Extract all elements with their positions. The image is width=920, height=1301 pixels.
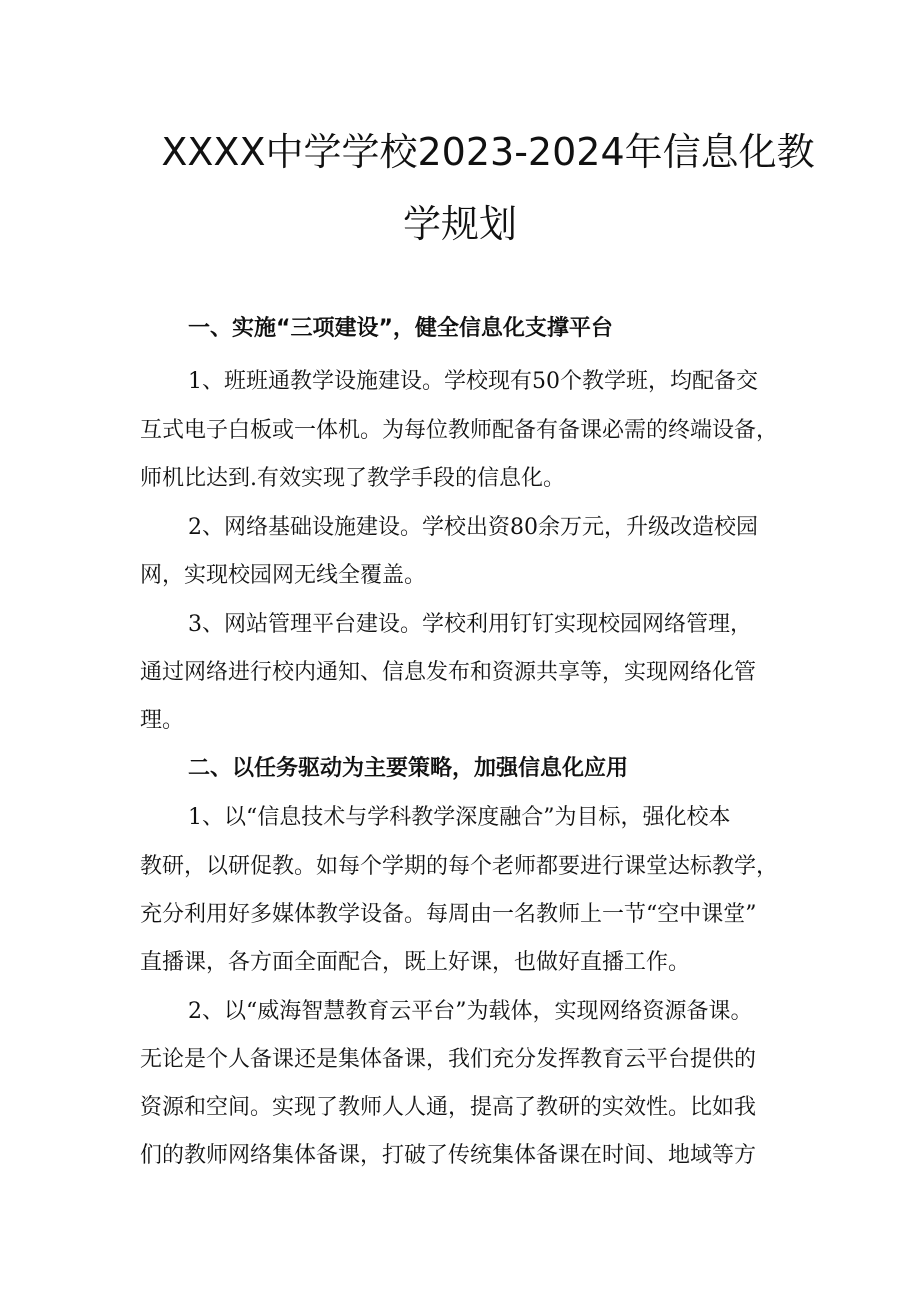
paragraph-line: 网，实现校园网无线全覆盖。 [140,563,427,588]
paragraph-line: 师机比达到.有效实现了教学手段的信息化。 [140,466,565,491]
paragraph-line: 通过网络进行校内通知、信息发布和资源共享等，实现网络化管 [140,660,757,685]
paragraph-line: 充分利用好多媒体教学设备。每周由一名教师上一节“空中课堂” [140,902,757,927]
paragraph-line: 无论是个人备课还是集体备课，我们充分发挥教育云平台提供的 [140,1047,757,1072]
paragraph-line: 3、网站管理平台建设。学校利用钉钉实现校园网络管理， [188,612,752,637]
paragraph-line: 1、以“信息技术与学科教学深度融合”为目标，强化校本 [188,805,731,830]
document-title-line-1: XXXX中学学校2023-2024年信息化教 [161,130,815,174]
paragraph-line: 互式电子白板或一体机。为每位教师配备有备课必需的终端设备， [140,418,779,443]
paragraph-line: 直播课，各方面全面配合，既上好课，也做好直播工作。 [140,950,691,975]
paragraph-line: 教研，以研促教。如每个学期的每个老师都要进行课堂达标教学， [140,854,779,879]
paragraph-line: 理。 [140,708,185,733]
paragraph-line: 2、以“威海智慧教育云平台”为载体，实现网络资源备课。 [188,999,753,1024]
paragraph-line: 资源和空间。实现了教师人人通，提高了教研的实效性。比如我 [140,1095,757,1120]
document-title-line-2: 学规划 [402,202,517,246]
paragraph-line: 们的教师网络集体备课，打破了传统集体备课在时间、地域等方 [140,1143,757,1168]
section-heading-2: 二、以任务驱动为主要策略，加强信息化应用 [188,756,629,781]
paragraph-line: 1、班班通教学设施建设。学校现有50个教学班，均配备交 [188,369,758,394]
section-heading-1: 一、实施“三项建设”，健全信息化支撑平台 [188,316,613,341]
paragraph-line: 2、网络基础设施建设。学校出资80余万元，升级改造校园 [188,515,758,540]
